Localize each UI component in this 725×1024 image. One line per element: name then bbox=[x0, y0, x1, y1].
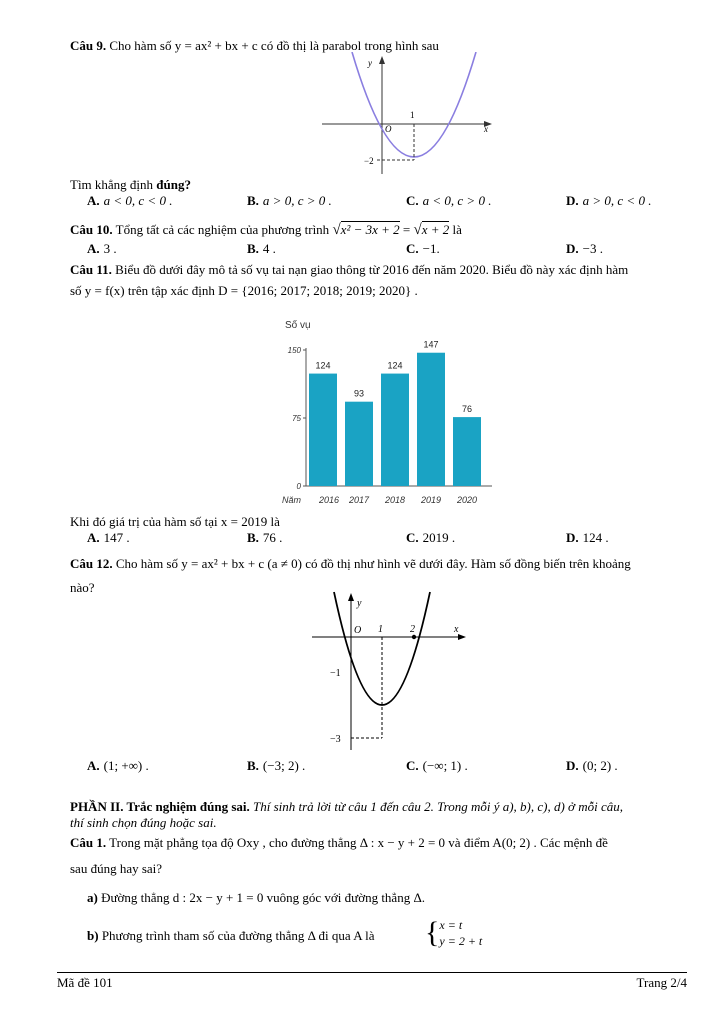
q9-label: Câu 9. bbox=[70, 38, 107, 53]
part2-q1-text: Trong mặt phẳng tọa độ Oxy , cho đường thẳng Δ : x − y + 2 = 0 và điểm A(0; 2) . Các mệnh đề bbox=[109, 835, 608, 850]
q11-option-b[interactable] bbox=[247, 530, 282, 546]
chart-category-label: 2020 bbox=[456, 495, 478, 505]
q12-y-axis-label: y bbox=[357, 598, 362, 609]
option-text: a > 0, c < 0 . bbox=[582, 193, 652, 208]
q10-text: Tổng tất cả các nghiệm của phương trình bbox=[115, 222, 330, 237]
chart-bar bbox=[417, 353, 445, 486]
option-text: a < 0, c < 0 . bbox=[103, 193, 173, 208]
sqrt-icon: √ bbox=[332, 222, 341, 238]
q11-label: Câu 11. bbox=[70, 262, 112, 277]
chart-bar bbox=[453, 417, 481, 486]
option-text: (−3; 2) . bbox=[262, 758, 306, 773]
q12-tick-x1: 1 bbox=[378, 624, 383, 635]
item-key: b) bbox=[87, 928, 99, 943]
q10-stem: Câu 10. Tổng tất cả các nghiệm của phương trình √x² − 3x + 2 = √x + 2 là bbox=[70, 222, 462, 238]
chart-data-label: 147 bbox=[423, 339, 439, 350]
option-key: C. bbox=[406, 530, 419, 545]
chart-ytick-label: 0 bbox=[296, 482, 301, 491]
q11-option-d[interactable] bbox=[566, 530, 609, 546]
part2-q1-label: Câu 1. bbox=[70, 835, 107, 850]
option-key: A. bbox=[87, 758, 100, 773]
q12-option-b[interactable] bbox=[247, 758, 305, 774]
part2-title: PHẦN II. Trắc nghiệm đúng sai. bbox=[70, 799, 250, 814]
param-system bbox=[425, 917, 482, 949]
q10-option-d[interactable] bbox=[566, 241, 603, 257]
q11-prompt: Khi đó giá trị của hàm số tại x = 2019 là bbox=[70, 514, 280, 529]
q12-origin-label: O bbox=[354, 625, 362, 636]
chart-ytick-label: 75 bbox=[292, 414, 301, 423]
q12-option-d[interactable] bbox=[566, 758, 618, 774]
option-text: 76 . bbox=[262, 530, 283, 545]
q12-tick-y2: −3 bbox=[330, 734, 341, 745]
option-text: (1; +∞) . bbox=[103, 758, 149, 773]
system-line-2: y = 2 + t bbox=[439, 934, 483, 948]
q9-prompt bbox=[70, 177, 191, 193]
option-text: (0; 2) . bbox=[582, 758, 618, 773]
q9-prompt-bold: đúng? bbox=[156, 177, 191, 192]
part2-q1-stem-line2: sau đúng hay sai? bbox=[70, 861, 163, 876]
option-text: (−∞; 1) . bbox=[422, 758, 468, 773]
q11-option-c[interactable] bbox=[406, 530, 455, 546]
q12-text-line1: Cho hàm số y = ax² + bx + c (a ≠ 0) có đồ thị như hình vẽ dưới đây. Hàm số đồng biến trên khoảng bbox=[115, 556, 631, 571]
q12-tick-x2: 2 bbox=[410, 624, 415, 635]
q12-x-axis-label: x bbox=[454, 624, 459, 635]
chart-data-label: 124 bbox=[315, 360, 331, 371]
option-key: C. bbox=[406, 193, 419, 208]
chart-data-label: 76 bbox=[461, 404, 473, 415]
chart-bar bbox=[381, 374, 409, 486]
part2-q1-stem bbox=[70, 835, 608, 851]
option-key: D. bbox=[566, 530, 579, 545]
q9-prompt-text: Tìm khẳng định bbox=[70, 177, 157, 192]
accident-bar-chart bbox=[270, 308, 492, 510]
item-text: Phương trình tham số của đường thẳng Δ đi qua A là bbox=[101, 928, 375, 943]
option-key: C. bbox=[406, 758, 419, 773]
q10-label: Câu 10. bbox=[70, 222, 113, 237]
page-number: Trang 2/4 bbox=[636, 975, 687, 990]
q9-tick-x: 1 bbox=[410, 110, 415, 120]
option-text: a > 0, c > 0 . bbox=[262, 193, 332, 208]
chart-xlabel: Năm bbox=[282, 495, 302, 505]
q9-text: Cho hàm số y = ax² + bx + c có đồ thị là parabol trong hình sau bbox=[109, 38, 439, 53]
q11-option-a[interactable] bbox=[87, 530, 130, 546]
chart-ylabel: Số vụ bbox=[285, 320, 311, 331]
chart-category-label: 2016 bbox=[318, 495, 340, 505]
option-text: −3 . bbox=[582, 241, 603, 256]
q11-stem-line1 bbox=[70, 262, 628, 278]
q12-stem-line1 bbox=[70, 556, 631, 572]
option-key: B. bbox=[247, 758, 259, 773]
q12-tick-y1: −1 bbox=[330, 668, 341, 679]
q9-y-axis-label: y bbox=[368, 58, 372, 68]
q12-label: Câu 12. bbox=[70, 556, 113, 571]
chart-category-label: 2017 bbox=[348, 495, 370, 505]
chart-data-label: 93 bbox=[353, 388, 365, 399]
chart-data-label: 124 bbox=[387, 360, 403, 371]
option-text: 3 . bbox=[103, 241, 117, 256]
q10-eq-right: x + 2 bbox=[421, 222, 450, 237]
q12-stem-line2: nào? bbox=[70, 580, 95, 595]
option-key: B. bbox=[247, 193, 259, 208]
q12-option-a[interactable] bbox=[87, 758, 149, 774]
q10-eq-left: x² − 3x + 2 bbox=[340, 222, 400, 237]
q10-option-c[interactable] bbox=[406, 241, 440, 257]
option-text: 2019 . bbox=[422, 530, 456, 545]
chart-category-label: 2019 bbox=[420, 495, 442, 505]
option-key: D. bbox=[566, 193, 579, 208]
item-key: a) bbox=[87, 890, 98, 905]
option-key: D. bbox=[566, 758, 579, 773]
option-key: A. bbox=[87, 530, 100, 545]
option-text: −1. bbox=[422, 241, 440, 256]
q9-option-c[interactable] bbox=[406, 193, 491, 209]
q12-option-c[interactable] bbox=[406, 758, 468, 774]
option-key: A. bbox=[87, 241, 100, 256]
part2-q1-item-b[interactable] bbox=[87, 928, 375, 944]
chart-bar bbox=[309, 374, 337, 486]
option-key: B. bbox=[247, 241, 259, 256]
sqrt-icon: √ bbox=[413, 222, 422, 238]
part2-heading bbox=[70, 799, 623, 815]
q10-text-post: là bbox=[452, 222, 462, 237]
chart-category-label: 2018 bbox=[384, 495, 406, 505]
option-text: 4 . bbox=[262, 241, 276, 256]
exam-code: Mã đề 101 bbox=[57, 975, 113, 990]
q9-option-a[interactable] bbox=[87, 193, 172, 209]
option-text: a < 0, c > 0 . bbox=[422, 193, 492, 208]
part2-instructions-line2: thí sinh chọn đúng hoặc sai. bbox=[70, 815, 217, 830]
chart-ytick-label: 150 bbox=[287, 346, 301, 355]
system-line-1: x = t bbox=[439, 918, 463, 932]
page-footer bbox=[57, 972, 687, 990]
q9-graph bbox=[322, 52, 500, 176]
q11-text-line1: Biểu đồ dưới đây mô tả số vụ tai nạn giao thông từ 2016 đến năm 2020. Biểu đồ này xác định hàm bbox=[115, 262, 629, 277]
option-key: A. bbox=[87, 193, 100, 208]
q9-option-b[interactable] bbox=[247, 193, 332, 209]
option-key: D. bbox=[566, 241, 579, 256]
chart-bar bbox=[345, 402, 373, 486]
q9-option-d[interactable] bbox=[566, 193, 651, 209]
option-key: C. bbox=[406, 241, 419, 256]
option-text: 147 . bbox=[103, 530, 130, 545]
q9-x-axis-label: x bbox=[484, 124, 488, 134]
item-text: Đường thẳng d : 2x − y + 1 = 0 vuông góc với đường thẳng Δ. bbox=[101, 890, 426, 905]
q9-tick-y: −2 bbox=[364, 156, 374, 166]
option-text: 124 . bbox=[582, 530, 609, 545]
q11-stem-line2: số y = f(x) trên tập xác định D = {2016; 2017; 2018; 2019; 2020} . bbox=[70, 283, 418, 298]
q12-graph bbox=[310, 590, 470, 752]
q10-option-a[interactable] bbox=[87, 241, 117, 257]
option-key: B. bbox=[247, 530, 259, 545]
q10-option-b[interactable] bbox=[247, 241, 276, 257]
q9-origin-label: O bbox=[385, 124, 392, 134]
brace-icon: { bbox=[425, 916, 440, 949]
part2-q1-item-a[interactable] bbox=[87, 890, 425, 906]
part2-instructions: Thí sinh trả lời từ câu 1 đến câu 2. Trong mỗi ý a), b), c), d) ở mỗi câu, bbox=[249, 799, 624, 814]
